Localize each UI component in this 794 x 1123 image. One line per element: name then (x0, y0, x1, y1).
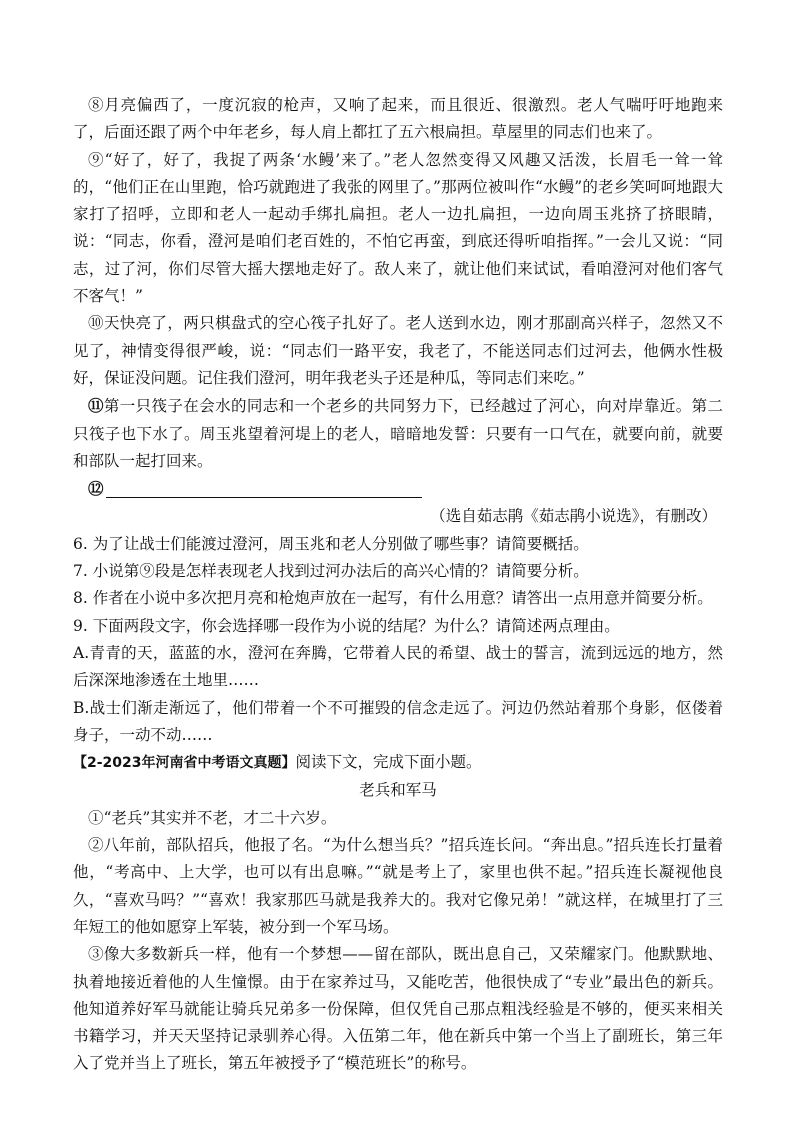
paragraph-12-number: ⑫ (88, 479, 104, 499)
document-body (73, 92, 723, 1078)
story-title: 老兵和军马 (359, 781, 437, 800)
paragraph-8: ⑧月亮偏西了，一度沉寂的枪声，又响了起来，而且很近、很激烈。老人气喘吁吁地跑来了，后面还跟了两个中年老乡，每人肩上都扛了五六根扁担。草屋里的同志们也来了。 (73, 96, 723, 142)
exam-source-tag: 【2-2023年河南省中考语文真题】 (73, 755, 296, 772)
answer-blank-line (106, 482, 422, 498)
question-7: 7. 小说第⑨段是怎样表现老人找到过河办法后的高兴心情的？请简要分析。 (73, 562, 589, 581)
paragraph-9: ⑨“好了，好了，我捉了两条‘水鳗’来了。”老人忽然变得又风趣又活泼，长眉毛一耸一耸的，“他们正在山里跑，恰巧就跑进了我张的网里了。”那两位被叫作“水鳗”的老乡笑呵呵地跟大家打了招呼，立即和老人一起动手绑扎扁担。老人一边扎扁担，一边向周玉兆挤了挤眼睛，说：“同志，你看，澄河是咱们老百姓的，不怕它再蛮，到底还得听咱指挥。”一会儿又说：“同志，过了河，你们尽管大摇大摆地走好了。敌人来了，就让他们来试试，看咱澄河对他们客气不客气！” (73, 150, 723, 306)
question-6: 6. 为了让战士们能渡过澄河，周玉兆和老人分别做了哪些事？请简要概括。 (73, 534, 589, 553)
question-8: 8. 作者在小说中多次把月亮和枪炮声放在一起写，有什么用意？请答出一点用意并简要分析。 (73, 589, 713, 608)
section-2-heading (73, 749, 723, 777)
paragraph-11-text: 第一只筏子在会水的同志和一个老乡的共同努力下，已经越过了河心，向对岸靠近。第二只筏子也下水了。周玉兆望着河堤上的老人，暗暗地发誓：只要有一口气在，就要向前，就要和部队一起打回来。 (73, 397, 723, 470)
source-citation: （选自茹志鹃《茹志鹃小说选》，有删改） (430, 507, 717, 526)
option-a: A.青青的天，蓝蓝的水，澄河在奔腾，它带着人民的希望、战士的誓言，流到远远的地方，然后深深地渗透在土地里…… (73, 643, 723, 690)
paragraph-10: ⑩天快亮了，两只棋盘式的空心筏子扎好了。老人送到水边，刚才那副高兴样子，忽然又不见了，神情变得很严峻，说：“同志们一路平安，我老了，不能送同志们过河去，他俩水性极好，保证没问题。记住我们澄河，明年我老头子还是种瓜，等同志们来吃。” (73, 314, 723, 387)
section-2-instruction: 阅读下文，完成下面小题。 (295, 753, 482, 772)
paragraph-12 (73, 475, 723, 503)
paragraph-11 (73, 392, 723, 475)
question-9: 9. 下面两段文字，你会选择哪一段作为小说的结尾？为什么？请简述两点理由。 (73, 616, 620, 635)
story2-paragraph-2: ②八年前，部队招兵，他报了名。“为什么想当兵？”招兵连长问。“奔出息。”招兵连长打量着他，“考高中、上大学，也可以有出息嘛。”“就是考上了，家里也供不起。”招兵连长凝视他良久，“喜欢马吗？”“喜欢！我家那匹马就是我养大的。我对它像兄弟！”就这样，在城里打了三年短工的他如愿穿上军装，被分到一个军马场。 (73, 836, 723, 936)
paragraph-11-number: ⑪ (88, 396, 104, 416)
option-b: B.战士们渐走渐远了，他们带着一个不可摧毁的信念走远了。河边仍然站着那个身影，伛偻着身子，一动不动…… (73, 698, 723, 744)
story2-paragraph-3: ③像大多数新兵一样，他有一个梦想——留在部队，既出息自己，又荣耀家门。他默默地、执着地接近着他的人生憧憬。由于在家养过马，又能吃苦，他很快成了“专业”最出色的新兵。他知道养好军马就能让骑兵兄弟多一份保障，但仅凭自己那点粗浅经验是不够的，便买来相关书籍学习，并天天坚持记录驯养心得。入伍第二年，他在新兵中第一个当上了副班长，第三年入了党并当上了班长，第五年被授予了“模范班长”的称号。 (73, 945, 723, 1073)
story2-paragraph-1: ①“老兵”其实并不老，才二十六岁。 (88, 808, 337, 827)
